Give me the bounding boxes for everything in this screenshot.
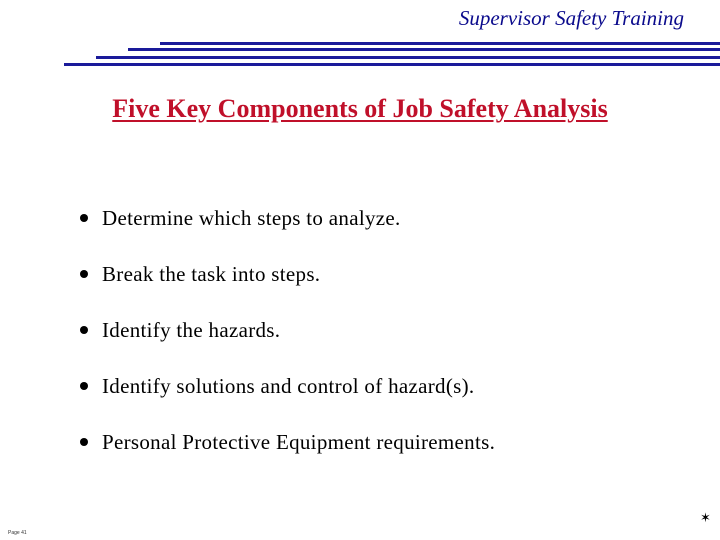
header-rule	[160, 42, 720, 45]
bullet-text: Determine which steps to analyze.	[102, 205, 401, 230]
header-rule	[96, 56, 720, 59]
bullet-icon	[80, 214, 88, 222]
bullet-text: Identify solutions and control of hazard(s).	[102, 373, 475, 398]
bullet-text: Break the task into steps.	[102, 261, 321, 286]
bullet-item	[80, 358, 495, 414]
bullet-icon	[80, 438, 88, 446]
bullet-item	[80, 302, 495, 358]
bullet-icon	[80, 270, 88, 278]
bullet-item	[80, 246, 495, 302]
star-icon[interactable]: ✶	[700, 511, 711, 526]
bullet-list	[80, 190, 495, 470]
header-rule	[128, 48, 720, 51]
header-rule	[64, 63, 720, 66]
bullet-icon	[80, 382, 88, 390]
bullet-item	[80, 190, 495, 246]
bullet-text: Identify the hazards.	[102, 317, 281, 342]
slide-title: Five Key Components of Job Safety Analysis	[112, 94, 608, 123]
bullet-item	[80, 414, 495, 470]
header-title: Supervisor Safety Training	[458, 6, 684, 30]
bullet-icon	[80, 326, 88, 334]
page-number-label: Page 41	[8, 530, 27, 536]
bullet-text: Personal Protective Equipment requirements.	[102, 429, 496, 454]
